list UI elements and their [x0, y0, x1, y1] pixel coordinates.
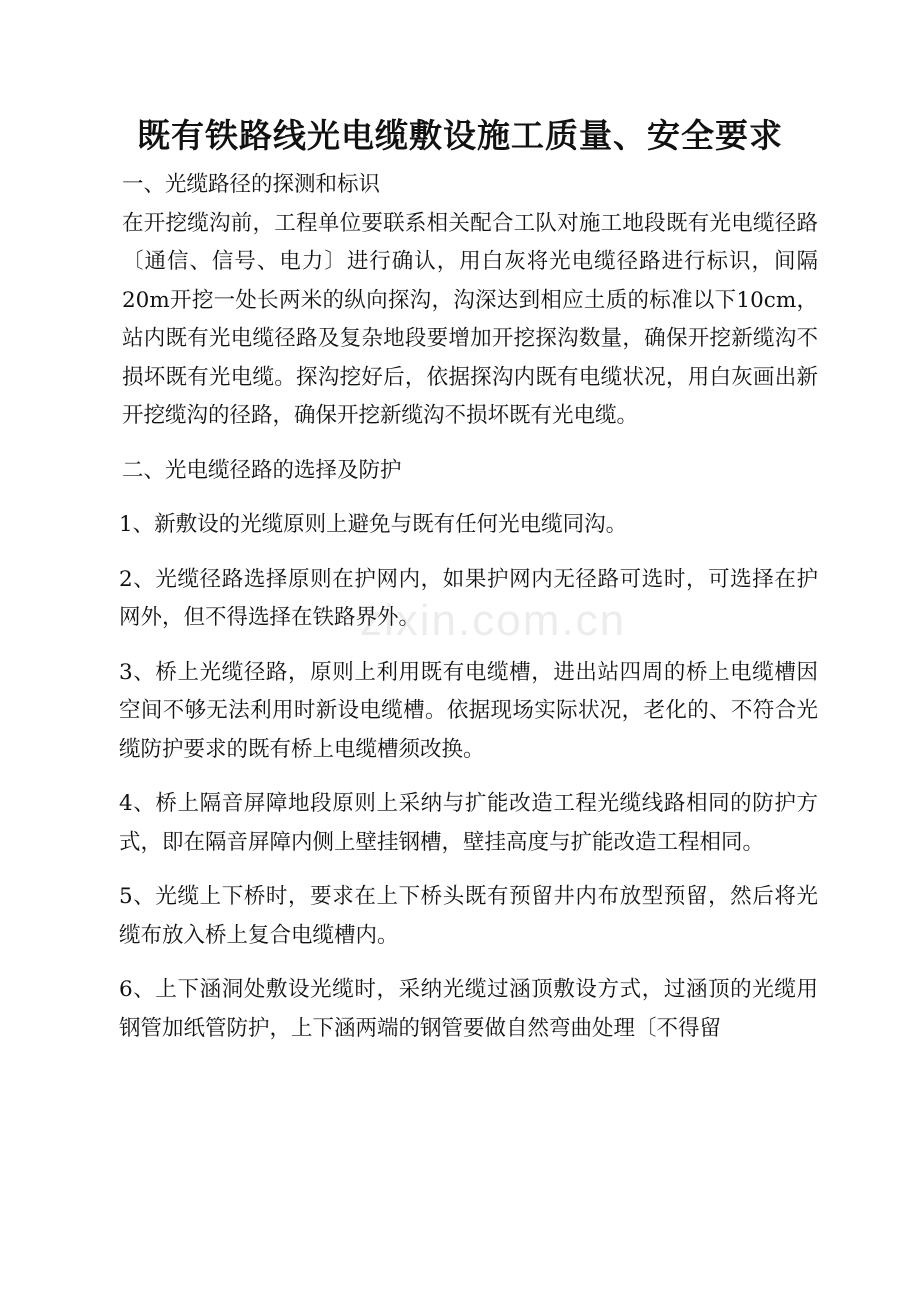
- list-item-4: 4、桥上隔音屏障地段原则上采纳与扩能改造工程光缆线路相同的防护方式，即在隔音屏障内侧上壁挂钢槽，壁挂高度与扩能改造工程相同。: [119, 791, 818, 855]
- list-item-3: 3、桥上光缆径路，原则上利用既有电缆槽，进出站四周的桥上电缆槽因空间不够无法利用时新设电缆槽。依据现场实际状况，老化的、不符合光缆防护要求的既有桥上电缆槽须改换。: [119, 659, 818, 762]
- list-item-6: 6、上下涵洞处敷设光缆时，采纳光缆过涵顶敷设方式，过涵顶的光缆用钢管加纸管防护，上下涵两端的钢管要做自然弯曲处理〔不得留: [119, 977, 818, 1041]
- list-item-1: 1、新敷设的光缆原则上避免与既有任何光电缆同沟。: [119, 512, 628, 537]
- list-item-5: 5、光缆上下桥时，要求在上下桥头既有预留井内布放型预留，然后将光缆布放入桥上复合电缆槽内。: [119, 884, 818, 948]
- watermark: zixin.com.cn: [360, 596, 627, 645]
- document-title: 既有铁路线光电缆敷设施工质量、安全要求: [137, 116, 783, 155]
- section-paragraph-1: 在开挖缆沟前，工程单位要联系相关配合工队对施工地段既有光电缆径路〔通信、信号、电力〕进行确认，用白灰将光电缆径路进行标识，间隔20m开挖一处长两米的纵向探沟，沟深达到相应土质的标准以下10cm，站内既有光电缆径路及复杂地段要增加开挖探沟数量，确保开挖新缆沟不损坏既有光电缆。探沟挖好后，依据探沟内既有电缆状况，用白灰画出新开挖缆沟的径路，确保开挖新缆沟不损坏既有光电缆。: [122, 210, 818, 428]
- document-body: [110, 166, 818, 1048]
- list-item-2: 2、光缆径路选择原则在护网内，如果护网内无径路可选时，可选择在护网外，但不得选择在铁路界外。: [119, 566, 818, 630]
- section-heading-1: 一、光缆路径的探测和标识: [122, 172, 381, 197]
- section-heading-2: 二、光电缆径路的选择及防护: [122, 457, 402, 483]
